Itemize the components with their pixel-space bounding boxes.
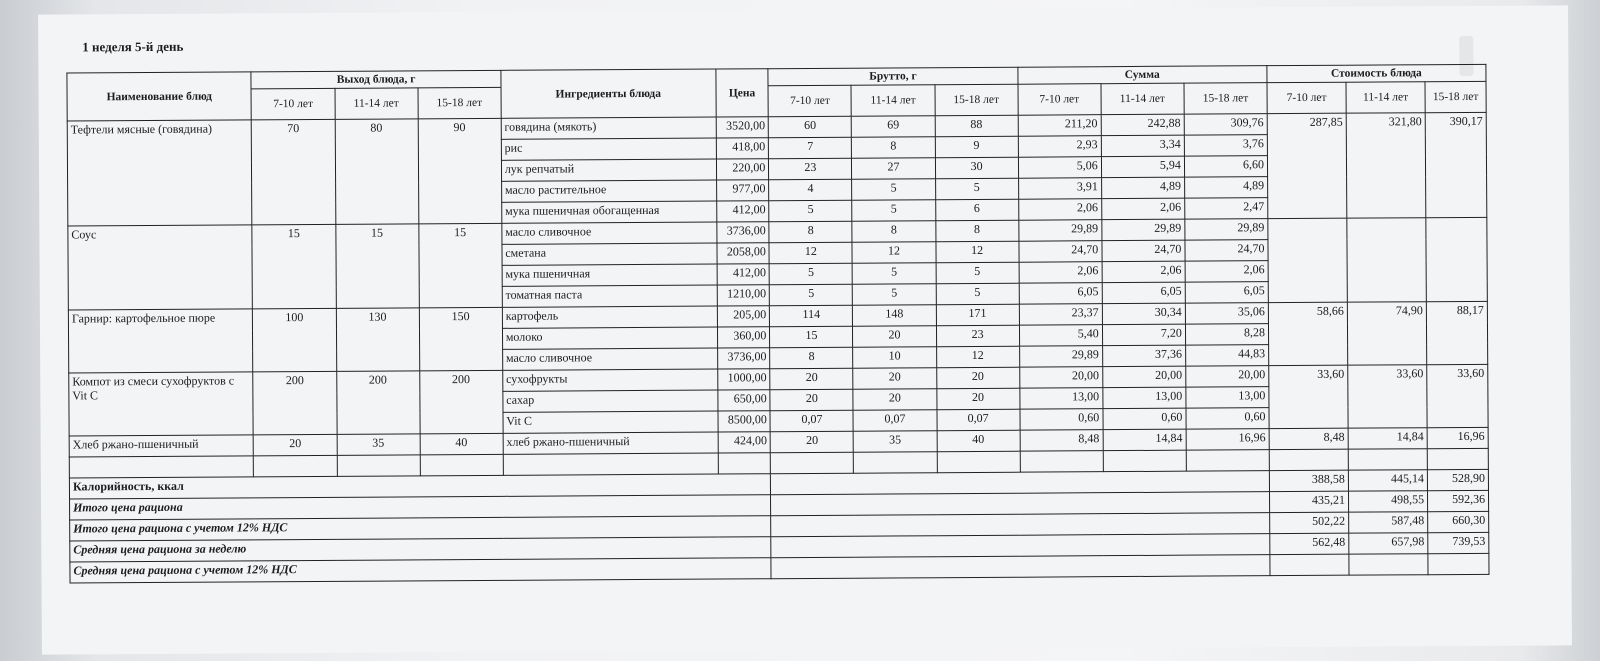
header-sum: Сумма — [1018, 66, 1267, 85]
menu-cost-table — [66, 64, 1489, 584]
ingredient-name: томатная паста — [502, 285, 717, 307]
ingredient-price: 412,00 — [716, 201, 769, 222]
ingredient-price: 220,00 — [716, 159, 769, 180]
ingredient-brutto: 69 — [852, 116, 935, 138]
ingredient-brutto: 30 — [935, 157, 1018, 179]
ingredient-sum: 20,00 — [1186, 366, 1269, 388]
ingredient-price: 977,00 — [716, 180, 769, 201]
dish-output: 200 — [419, 370, 503, 434]
header-age: 7-10 лет — [1018, 84, 1101, 116]
ingredient-brutto: 114 — [770, 305, 853, 327]
summary-value: 739,53 — [1428, 532, 1489, 553]
ingredient-brutto: 20 — [936, 388, 1019, 410]
ingredient-brutto: 20 — [853, 326, 936, 348]
header-age: 11-14 лет — [1101, 83, 1184, 115]
dish-output: 70 — [252, 119, 336, 225]
ingredient-brutto: 7 — [769, 137, 852, 159]
dish-output: 35 — [337, 434, 420, 456]
summary-value: 435,21 — [1269, 491, 1348, 512]
ingredient-name: сухофрукты — [503, 369, 718, 391]
ingredient-name: Vit C — [503, 411, 718, 433]
ingredient-price: 205,00 — [717, 306, 770, 327]
ingredient-price: 3736,00 — [717, 348, 770, 369]
ingredient-price: 3520,00 — [716, 117, 769, 138]
dish-output: 150 — [419, 307, 503, 371]
ingredient-brutto: 5 — [769, 263, 852, 285]
ingredient-sum: 7,20 — [1102, 324, 1185, 346]
header-age: 11-14 лет — [335, 88, 418, 120]
dish-cost: 33,60 — [1348, 365, 1427, 428]
ingredient-sum: 6,05 — [1102, 282, 1185, 304]
ingredient-sum: 4,89 — [1184, 177, 1267, 199]
ingredient-sum: 6,60 — [1184, 156, 1267, 178]
header-age: 15-18 лет — [935, 84, 1018, 116]
ingredient-price: 650,00 — [718, 390, 771, 411]
ingredient-sum: 0,60 — [1186, 408, 1269, 430]
ingredient-brutto: 5 — [852, 179, 935, 201]
summary-label: Средняя цена рациона за неделю — [70, 537, 771, 562]
ingredient-sum: 2,06 — [1101, 198, 1184, 220]
ingredient-sum: 4,89 — [1101, 177, 1184, 199]
dish-output: 40 — [420, 433, 503, 455]
ingredient-brutto: 5 — [770, 284, 853, 306]
ingredient-brutto: 8 — [852, 221, 935, 243]
ingredient-sum: 29,89 — [1102, 219, 1185, 241]
summary-value: 562,48 — [1270, 533, 1349, 554]
dish-name: Компот из смеси сухофруктов с Vit C — [69, 372, 254, 436]
summary-value — [1270, 554, 1349, 575]
ingredient-brutto: 8 — [770, 347, 853, 369]
header-age: 11-14 лет — [851, 85, 934, 117]
ingredient-name: масло растительное — [501, 180, 716, 202]
dish-output: 15 — [335, 224, 419, 309]
ingredient-sum: 44,83 — [1185, 345, 1268, 367]
summary-value — [1349, 554, 1428, 575]
header-age: 15-18 лет — [1425, 81, 1486, 112]
dish-output: 200 — [336, 371, 419, 435]
ingredient-brutto: 20 — [770, 431, 853, 453]
dish-cost: 33,60 — [1427, 364, 1488, 427]
ingredient-brutto: 20 — [853, 368, 936, 390]
ingredient-sum: 3,91 — [1018, 178, 1101, 200]
ingredient-sum: 211,20 — [1018, 115, 1101, 137]
ingredient-sum: 3,76 — [1184, 135, 1267, 157]
ingredient-brutto: 12 — [852, 242, 935, 264]
dish-cost: 14,84 — [1348, 428, 1427, 449]
header-age: 15-18 лет — [418, 87, 501, 119]
ingredient-price: 424,00 — [718, 432, 771, 453]
header-ingredients: Ингредиенты блюда — [501, 69, 716, 118]
ingredient-brutto: 12 — [769, 242, 852, 264]
ingredient-name: лук репчатый — [501, 159, 716, 181]
ingredient-name: сметана — [502, 243, 717, 265]
ingredient-brutto: 20 — [770, 389, 853, 411]
ingredient-brutto: 40 — [937, 430, 1020, 452]
ingredient-sum: 20,00 — [1102, 366, 1185, 388]
ingredient-sum: 20,00 — [1019, 367, 1102, 389]
dish-name: Тефтели мясные (говядина) — [67, 120, 252, 226]
header-brutto: Брутто, г — [768, 67, 1017, 86]
summary-value: 445,14 — [1348, 470, 1427, 491]
ingredient-name: молоко — [502, 327, 717, 349]
ingredient-sum: 29,89 — [1019, 346, 1102, 368]
ingredient-name: рис — [501, 138, 716, 160]
summary-label: Калорийность, ккал — [69, 474, 770, 499]
ingredient-brutto: 0,07 — [770, 410, 853, 432]
ingredient-brutto: 5 — [769, 200, 852, 222]
ingredient-sum: 37,36 — [1102, 345, 1185, 367]
page-title: 1 неделя 5-й день — [82, 38, 184, 55]
ingredient-sum: 24,70 — [1102, 240, 1185, 262]
dish-output: 15 — [252, 224, 336, 309]
ingredient-brutto: 5 — [935, 178, 1018, 200]
ingredient-sum: 35,06 — [1185, 303, 1268, 325]
summary-label: Итого цена рациона с учетом 12% НДС — [70, 516, 771, 541]
ingredient-sum: 3,34 — [1101, 135, 1184, 157]
ingredient-name: мука пшеничная — [502, 264, 717, 286]
ingredient-brutto: 23 — [769, 158, 852, 180]
header-age: 7-10 лет — [1267, 82, 1346, 113]
dish-output: 15 — [418, 223, 502, 308]
dish-output: 100 — [253, 308, 336, 372]
summary-value: 528,90 — [1427, 469, 1488, 490]
ingredient-price: 1000,00 — [717, 369, 770, 390]
ingredient-brutto: 12 — [935, 241, 1018, 263]
dish-output: 80 — [335, 119, 419, 225]
ingredient-brutto: 0,07 — [853, 410, 936, 432]
dish-name: Гарнир: картофельное пюре — [68, 309, 253, 373]
ingredient-price: 418,00 — [716, 138, 769, 159]
ingredient-name: картофель — [502, 306, 717, 328]
ingredient-name: сахар — [503, 390, 718, 412]
ingredient-brutto: 8 — [769, 221, 852, 243]
ingredient-brutto: 9 — [935, 136, 1018, 158]
ingredient-sum: 309,76 — [1184, 114, 1267, 136]
dish-cost: 74,90 — [1347, 302, 1426, 365]
dish-cost — [1426, 217, 1487, 301]
ingredient-sum: 2,06 — [1019, 262, 1102, 284]
ingredient-brutto: 8 — [852, 137, 935, 159]
dish-output: 90 — [418, 118, 502, 224]
ingredient-sum: 5,94 — [1101, 156, 1184, 178]
header-age: 7-10 лет — [768, 85, 851, 117]
ingredient-sum: 2,47 — [1185, 198, 1268, 220]
ingredient-price: 2058,00 — [717, 243, 770, 264]
table-body — [67, 112, 1489, 583]
ingredient-sum: 5,06 — [1018, 157, 1101, 179]
ingredient-sum: 24,70 — [1185, 240, 1268, 262]
ingredient-sum: 30,34 — [1102, 303, 1185, 325]
dish-cost: 88,17 — [1426, 301, 1487, 364]
ingredient-price: 8500,00 — [718, 411, 771, 432]
dish-cost — [1268, 218, 1348, 302]
dish-cost: 8,48 — [1269, 428, 1348, 449]
ingredient-price: 412,00 — [717, 264, 770, 285]
header-age: 15-18 лет — [1184, 83, 1267, 115]
summary-value: 660,30 — [1428, 511, 1489, 532]
ingredient-brutto: 5 — [853, 263, 936, 285]
dish-cost: 16,96 — [1427, 427, 1488, 448]
ingredient-brutto: 20 — [853, 389, 936, 411]
ingredient-sum: 29,89 — [1185, 219, 1268, 241]
header-dish: Наименование блюд — [67, 72, 252, 121]
ingredient-sum: 2,93 — [1018, 136, 1101, 158]
ingredient-sum: 0,60 — [1020, 409, 1103, 431]
ingredient-name: говядина (мякоть) — [501, 117, 716, 139]
ingredient-brutto: 148 — [853, 305, 936, 327]
header-price: Цена — [716, 69, 769, 117]
ingredient-name: хлеб ржано-пшеничный — [503, 432, 718, 454]
header-age: 7-10 лет — [251, 88, 334, 120]
summary-value: 498,55 — [1348, 491, 1427, 512]
ingredient-sum: 6,05 — [1185, 282, 1268, 304]
ingredient-brutto: 23 — [936, 325, 1019, 347]
ingredient-brutto: 12 — [936, 346, 1019, 368]
summary-value: 587,48 — [1349, 512, 1428, 533]
dish-cost: 58,66 — [1268, 302, 1347, 365]
ingredient-brutto: 5 — [936, 283, 1019, 305]
document-sheet — [38, 5, 1572, 654]
header-cost: Стоимость блюда — [1267, 64, 1486, 82]
ingredient-sum: 23,37 — [1019, 304, 1102, 326]
ingredient-sum: 6,05 — [1019, 283, 1102, 305]
ingredient-brutto: 171 — [936, 304, 1019, 326]
summary-value — [1428, 553, 1489, 574]
ingredient-sum: 16,96 — [1186, 429, 1269, 451]
ingredient-sum: 13,00 — [1103, 387, 1186, 409]
ingredient-brutto: 10 — [853, 347, 936, 369]
dish-name: Хлеб ржано-пшеничный — [69, 435, 254, 457]
ingredient-brutto: 27 — [852, 158, 935, 180]
ingredient-sum: 242,88 — [1101, 114, 1184, 136]
ingredient-price: 3736,00 — [716, 222, 769, 243]
dish-cost — [1347, 218, 1427, 302]
summary-value: 592,36 — [1428, 490, 1489, 511]
ingredient-price: 360,00 — [717, 327, 770, 348]
dish-name: Соус — [68, 225, 253, 310]
ingredient-brutto: 20 — [770, 368, 853, 390]
header-age: 11-14 лет — [1346, 82, 1425, 113]
ingredient-brutto: 15 — [770, 326, 853, 348]
ingredient-name: мука пшеничная обогащенная — [501, 201, 716, 223]
summary-label: Средняя цена рациона с учетом 12% НДС — [70, 558, 771, 583]
summary-value: 388,58 — [1269, 470, 1348, 491]
ingredient-brutto: 5 — [852, 200, 935, 222]
ingredient-brutto: 8 — [935, 220, 1018, 242]
dish-cost: 321,80 — [1346, 113, 1426, 218]
summary-label: Итого цена рациона — [70, 495, 771, 520]
summary-value: 657,98 — [1349, 533, 1428, 554]
dish-output: 130 — [336, 308, 419, 372]
ingredient-sum: 29,89 — [1018, 220, 1101, 242]
ingredient-price: 1210,00 — [717, 285, 770, 306]
ingredient-brutto: 4 — [769, 179, 852, 201]
ingredient-sum: 13,00 — [1186, 387, 1269, 409]
ingredient-brutto: 6 — [935, 199, 1018, 221]
ingredient-brutto: 35 — [854, 431, 937, 453]
ingredient-brutto: 5 — [936, 262, 1019, 284]
summary-value: 502,22 — [1270, 512, 1349, 533]
ingredient-name: масло сливочное — [502, 222, 717, 244]
ingredient-sum: 0,60 — [1103, 408, 1186, 430]
dish-cost: 390,17 — [1425, 112, 1487, 217]
dish-cost: 33,60 — [1269, 365, 1348, 428]
ingredient-sum: 14,84 — [1103, 429, 1186, 451]
dish-cost: 287,85 — [1267, 113, 1347, 218]
ingredient-brutto: 20 — [936, 367, 1019, 389]
ingredient-sum: 24,70 — [1019, 241, 1102, 263]
ingredient-brutto: 5 — [853, 284, 936, 306]
header-output: Выход блюда, г — [251, 70, 500, 89]
ingredient-sum: 2,06 — [1102, 261, 1185, 283]
ingredient-brutto: 0,07 — [937, 409, 1020, 431]
ingredient-brutto: 88 — [935, 115, 1018, 137]
ingredient-sum: 8,48 — [1020, 430, 1103, 452]
ingredient-brutto: 60 — [769, 116, 852, 138]
dish-output: 200 — [253, 371, 336, 435]
ingredient-sum: 2,06 — [1018, 199, 1101, 221]
ingredient-sum: 13,00 — [1019, 388, 1102, 410]
dish-output: 20 — [254, 434, 337, 456]
ingredient-sum: 2,06 — [1185, 261, 1268, 283]
ingredient-name: масло сливочное — [502, 348, 717, 370]
ingredient-sum: 5,40 — [1019, 325, 1102, 347]
ingredient-sum: 8,28 — [1185, 324, 1268, 346]
